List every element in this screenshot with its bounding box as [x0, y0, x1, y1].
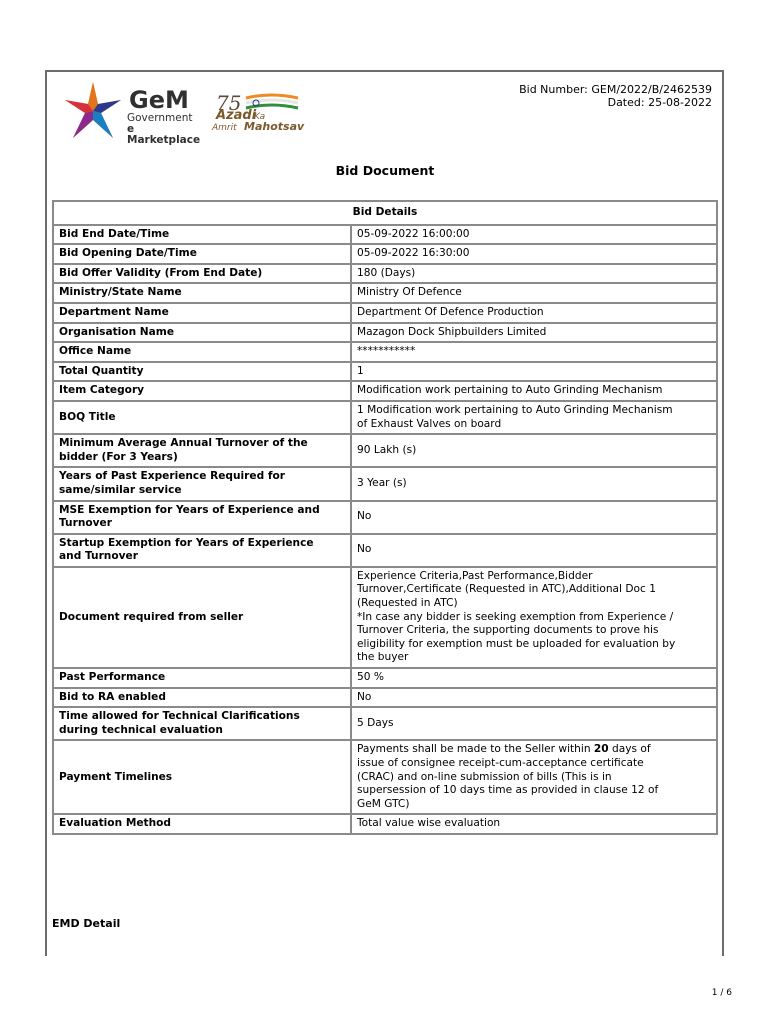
row-value: 1: [351, 362, 717, 382]
table-row: [53, 707, 717, 740]
row-value: 50 %: [351, 668, 717, 688]
table-row: [53, 814, 717, 834]
row-label: Time allowed for Technical Clarifications during technical evaluation: [53, 707, 351, 740]
table-row: [53, 283, 717, 303]
row-label: Ministry/State Name: [53, 283, 351, 303]
table-row: [53, 501, 717, 534]
row-value: No: [351, 501, 717, 534]
row-value: Modification work pertaining to Auto Grinding Mechanism: [351, 381, 717, 401]
row-value: 05-09-2022 16:00:00: [351, 225, 717, 245]
row-value: 05-09-2022 16:30:00: [351, 244, 717, 264]
row-label: Bid End Date/Time: [53, 225, 351, 245]
table-row: [53, 740, 717, 814]
row-value: [351, 740, 717, 814]
page-title: Bid Document: [335, 163, 435, 178]
row-label: Office Name: [53, 342, 351, 362]
row-value: ***********: [351, 342, 717, 362]
bid-details-table: [52, 200, 718, 835]
row-value: 3 Year (s): [351, 467, 717, 500]
row-label: Years of Past Experience Required for same/similar service: [53, 467, 351, 500]
row-value: No: [351, 534, 717, 567]
payment-days: 20: [593, 743, 609, 756]
bid-number: Bid Number: GEM/2022/B/2462539: [519, 83, 712, 96]
row-label: Payment Timelines: [53, 740, 351, 814]
bid-date: Dated: 25-08-2022: [607, 96, 712, 109]
table-row: [53, 688, 717, 708]
row-label: Evaluation Method: [53, 814, 351, 834]
row-value: 90 Lakh (s): [351, 434, 717, 467]
row-label: Minimum Average Annual Turnover of the bidder (For 3 Years): [53, 434, 351, 467]
gem-wordmark: GeM: [129, 86, 189, 114]
row-value: 1 Modification work pertaining to Auto Grinding Mechanism of Exhaust Valves on board: [351, 401, 717, 434]
row-label: Total Quantity: [53, 362, 351, 382]
table-row: [53, 401, 717, 434]
table-row: [53, 244, 717, 264]
payment-text-end: days of issue of consignee receipt-cum-acceptance certificate (CRAC) and on-line submission of bills (This is in supersession of 10 days time as provided in clause 12 of GeM GTC): [357, 743, 659, 810]
gem-logo: [63, 80, 203, 146]
row-value: Total value wise evaluation: [351, 814, 717, 834]
row-label: Organisation Name: [53, 323, 351, 343]
page-number: 1 / 6: [711, 988, 732, 998]
table-row: [53, 342, 717, 362]
table-row: [53, 303, 717, 323]
row-value: Mazagon Dock Shipbuilders Limited: [351, 323, 717, 343]
bid-number-block: [519, 83, 712, 109]
table-row: [53, 225, 717, 245]
gem-subtitle: Government e Marketplace: [127, 112, 201, 146]
table-heading: Bid Details: [53, 201, 717, 225]
table-row: [53, 362, 717, 382]
row-label: Past Performance: [53, 668, 351, 688]
row-label: Document required from seller: [53, 567, 351, 668]
row-label: MSE Exemption for Years of Experience and Turnover: [53, 501, 351, 534]
table-row: [53, 668, 717, 688]
table-row: [53, 567, 717, 668]
azadi-ka-amrit-mahotsav-logo: 75 Azadi Ka Amrit Mahotsav: [212, 91, 305, 133]
row-value: No: [351, 688, 717, 708]
row-value: Department Of Defence Production: [351, 303, 717, 323]
row-label: Startup Exemption for Years of Experience and Turnover: [53, 534, 351, 567]
row-value: Ministry Of Defence: [351, 283, 717, 303]
row-value: 5 Days: [351, 707, 717, 740]
table-row: [53, 534, 717, 567]
row-label: Department Name: [53, 303, 351, 323]
table-row: [53, 467, 717, 500]
row-value: Experience Criteria,Past Performance,Bidder Turnover,Certificate (Requested in ATC),Additional Doc 1 (Requested in ATC) *In case any bidder is seeking exemption from Experience / Turnover Criteria, the supporting documents to prove his eligibility for exemption must be uploaded for evaluation by the buyer: [351, 567, 717, 668]
svg-text:75: 75: [216, 91, 242, 115]
row-label: Item Category: [53, 381, 351, 401]
table-header-row: [53, 201, 717, 225]
row-label: Bid Opening Date/Time: [53, 244, 351, 264]
row-value: 180 (Days): [351, 264, 717, 284]
section-heading-emd: EMD Detail: [52, 917, 121, 930]
row-label: Bid to RA enabled: [53, 688, 351, 708]
payment-text-start: Payments shall be made to the Seller within: [357, 743, 594, 756]
row-label: BOQ Title: [53, 401, 351, 434]
table-row: [53, 381, 717, 401]
table-row: [53, 434, 717, 467]
row-label: Bid Offer Validity (From End Date): [53, 264, 351, 284]
gem-star-icon: [63, 80, 123, 142]
table-row: [53, 264, 717, 284]
table-row: [53, 323, 717, 343]
